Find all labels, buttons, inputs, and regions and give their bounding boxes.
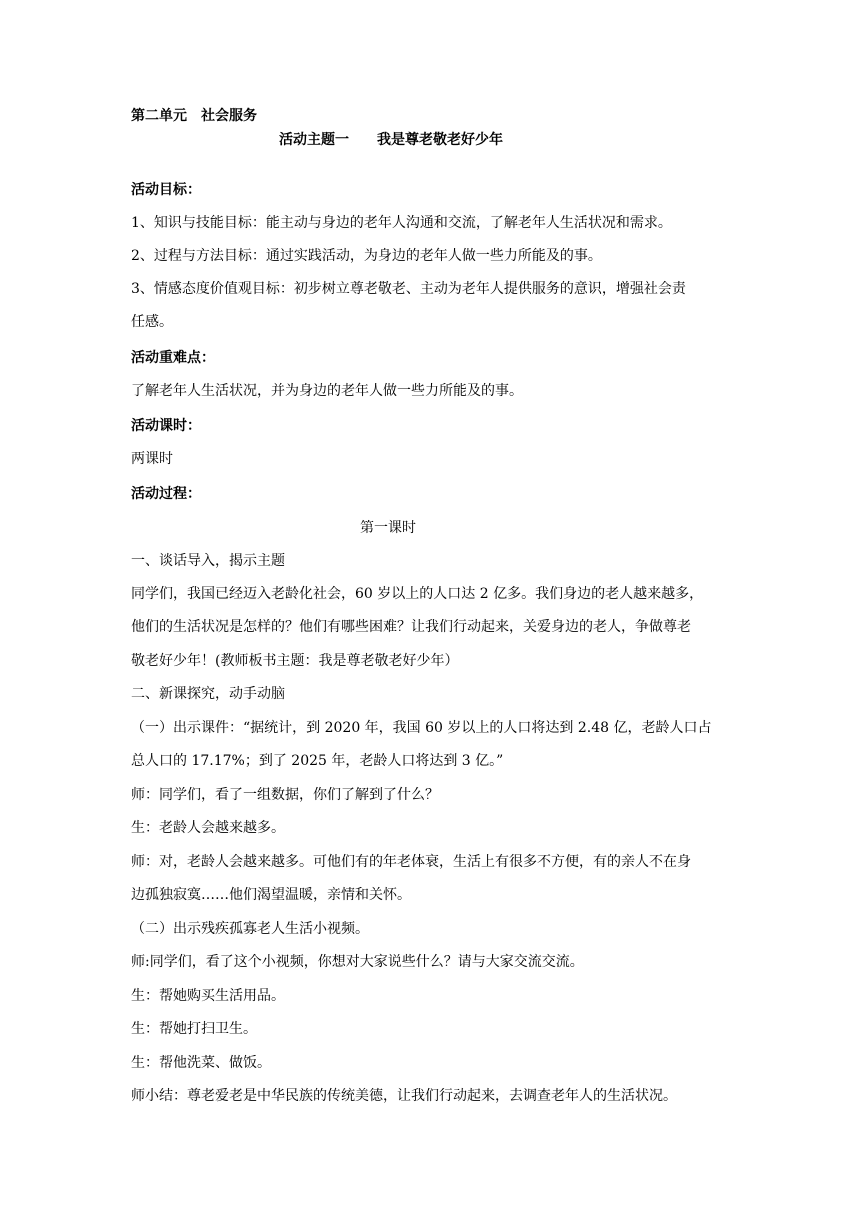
goal-item: 1、知识与技能目标：能主动与身边的老年人沟通和交流，了解老年人生活状况和需求。 <box>131 215 672 231</box>
hours-heading: 活动课时： <box>131 418 201 434</box>
process-line: 总人口的 17.17%；到了 2025 年，老龄人口将达到 3 亿。” <box>131 753 504 769</box>
process-heading: 活动过程： <box>131 486 201 502</box>
process-line: 一、谈话导入，揭示主题 <box>131 553 285 569</box>
process-line: （二）出示残疾孤寡老人生活小视频。 <box>131 921 369 937</box>
key-points-text: 了解老年人生活状况，并为身边的老年人做一些力所能及的事。 <box>131 383 523 399</box>
process-line: 二、新课探究，动手动脑 <box>131 686 285 702</box>
process-line: 他们的生活状况是怎样的？他们有哪些困难？让我们行动起来，关爱身边的老人，争做尊老 <box>131 619 691 635</box>
goal-item: 3、情感态度价值观目标：初步树立尊老敬老、主动为老年人提供服务的意识，增强社会责 <box>131 281 686 297</box>
goals-heading: 活动目标： <box>131 182 201 198</box>
process-line: 师小结：尊老爱老是中华民族的传统美德，让我们行动起来，去调查老年人的生活状况。 <box>131 1088 677 1104</box>
lesson-title: 第一课时 <box>360 520 416 536</box>
process-line: 师：同学们，看了一组数据，你们了解到了什么？ <box>131 787 439 803</box>
process-line: 师：对，老龄人会越来越多。可他们有的年老体衰，生活上有很多不方便，有的亲人不在身 <box>131 854 691 870</box>
hours-text: 两课时 <box>131 451 173 467</box>
unit-heading: 第二单元 社会服务 <box>131 108 257 124</box>
process-line: 师:同学们，看了这个小视频，你想对大家说些什么？请与大家交流交流。 <box>131 954 584 970</box>
process-line: 生：帮她购买生活用品。 <box>131 988 285 1004</box>
process-line: 边孤独寂寞……他们渴望温暖，亲情和关怀。 <box>131 887 411 903</box>
process-line: 生：帮她打扫卫生。 <box>131 1021 257 1037</box>
process-line: 同学们，我国已经迈入老龄化社会，60 岁以上的人口达 2 亿多。我们身边的老人越来越多， <box>131 586 704 602</box>
process-line: （一）出示课件：“据统计，到 2020 年，我国 60 岁以上的人口将达到 2.48 亿，老龄人口占 <box>131 720 712 736</box>
process-line: 生：帮他洗菜、做饭。 <box>131 1055 271 1071</box>
process-line: 生：老龄人会越来越多。 <box>131 820 285 836</box>
goal-item: 2、过程与方法目标：通过实践活动，为身边的老年人做一些力所能及的事。 <box>131 248 602 264</box>
key-points-heading: 活动重难点： <box>131 350 215 366</box>
process-line: 敬老好少年！(教师板书主题：我是尊老敬老好少年） <box>131 653 459 669</box>
goal-item: 任感。 <box>131 314 173 330</box>
theme-title: 活动主题一 我是尊老敬老好少年 <box>279 132 503 148</box>
